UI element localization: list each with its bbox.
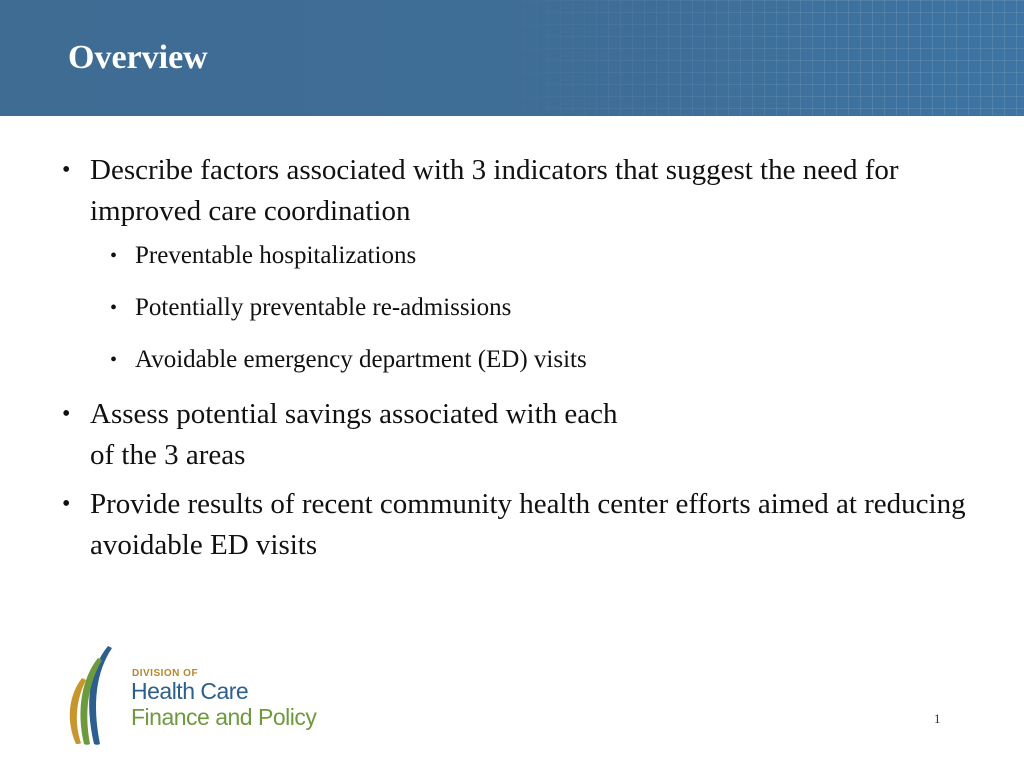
page-number: 1	[934, 711, 941, 726]
sub-bullet-text: Avoidable emergency department (ED) visits	[135, 346, 587, 373]
bullet-dot-icon: •	[62, 157, 71, 183]
logo-swoosh-icon	[60, 640, 130, 750]
header-bar	[0, 0, 1024, 116]
dhcfp-logo	[60, 640, 350, 750]
logo-division-of: DIVISION OF	[132, 668, 199, 679]
bullet-text: Describe factors associated with 3 indicators that suggest the need for improved care coordination	[90, 154, 899, 227]
bullet-item-provide-results	[60, 484, 980, 566]
slide-title: Overview	[68, 39, 208, 76]
sub-bullet-item	[90, 290, 980, 326]
bullet-dot-icon: •	[110, 245, 118, 267]
bullet-item-assess-savings	[60, 394, 980, 476]
header-grid-pattern	[464, 0, 1024, 116]
sub-bullet-item	[90, 342, 980, 378]
sub-bullet-text: Preventable hospitalizations	[135, 242, 417, 269]
bullet-dot-icon: •	[110, 297, 118, 319]
sub-bullet-item	[90, 238, 980, 274]
logo-health-care: Health Care	[131, 678, 249, 704]
bullet-dot-icon: •	[62, 401, 71, 427]
bullet-dot-icon: •	[62, 491, 71, 517]
bullet-text: Provide results of recent community health center efforts aimed at reducing avoidable ED visits	[90, 488, 966, 561]
bullet-text-line2: of the 3 areas	[90, 439, 246, 471]
bullet-item-describe-factors	[60, 150, 980, 378]
bullet-list	[60, 150, 980, 574]
bullet-text-line1: Assess potential savings associated with each	[90, 398, 618, 430]
bullet-dot-icon: •	[110, 349, 118, 371]
logo-finance-and-policy: Finance and Policy	[131, 704, 317, 730]
sub-bullet-text: Potentially preventable re-admissions	[135, 294, 512, 321]
